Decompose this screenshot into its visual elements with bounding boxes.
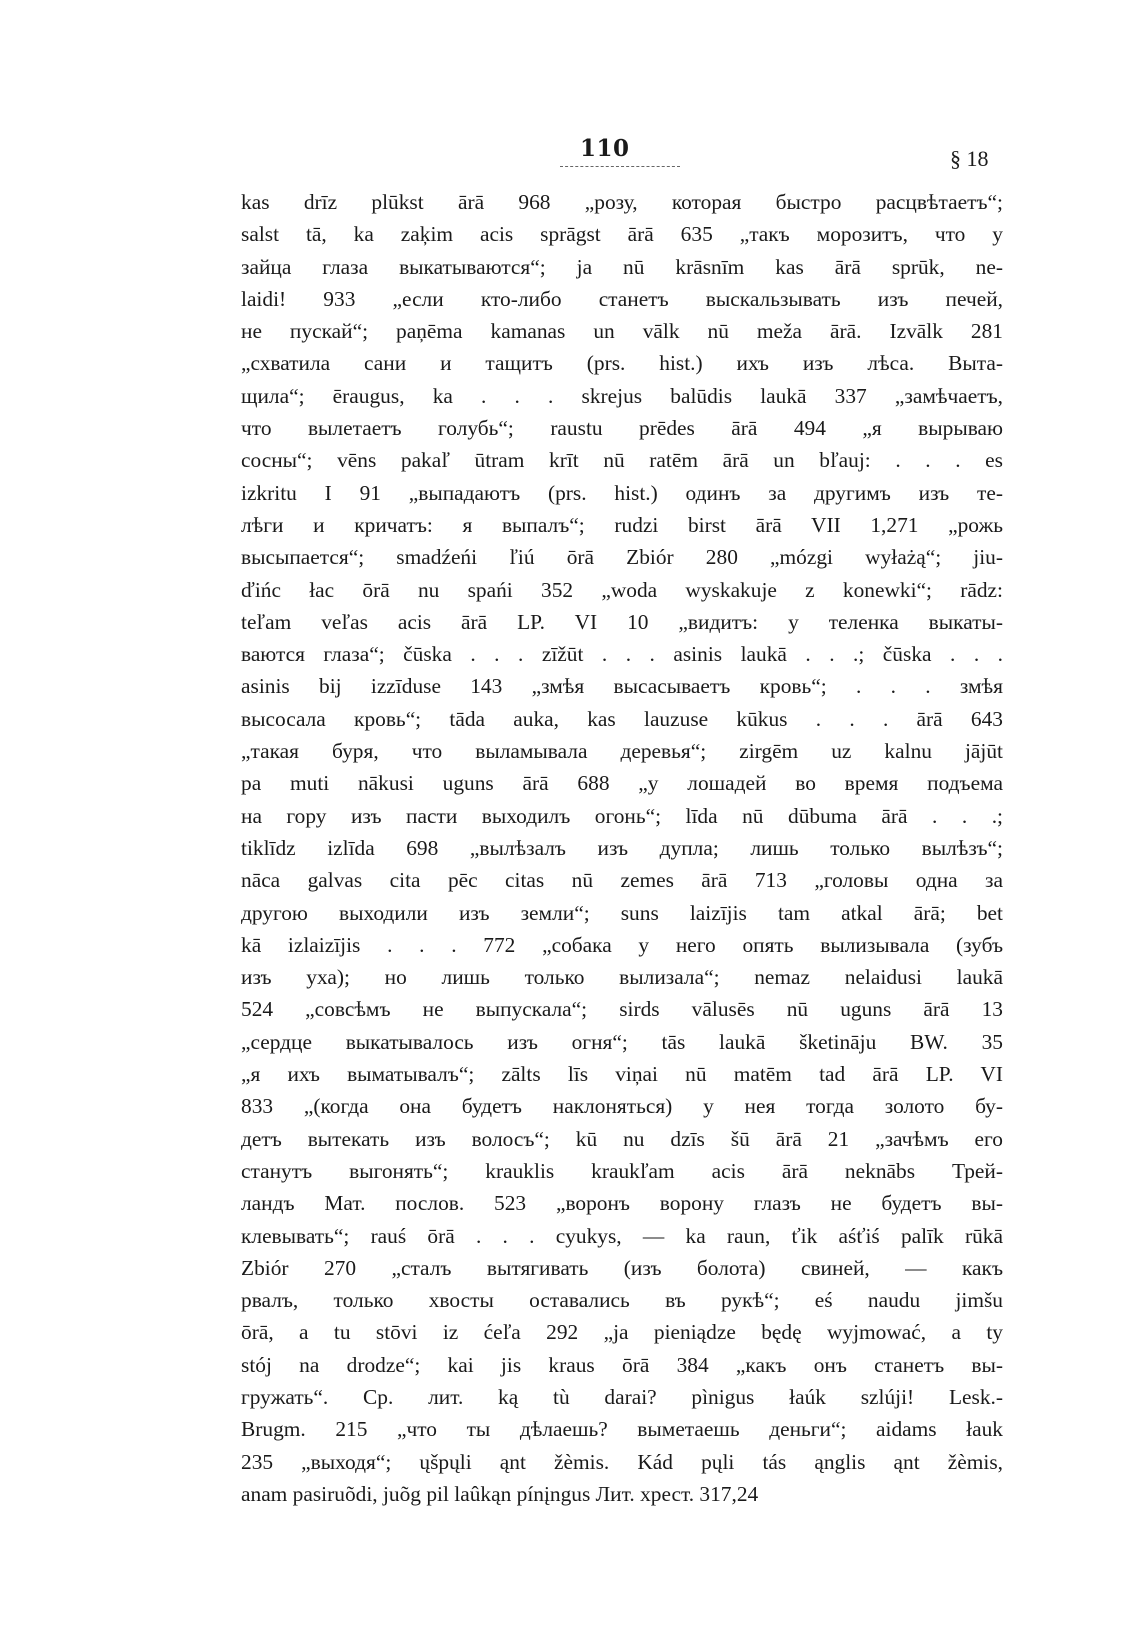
text-line: Brugm. 215 „что ты дѣлаешь? выметаешь деньги“; aidams łauk [241,1417,1003,1442]
text-line: изъ уха); но лишь только вылизала“; nemaz nelaidusi laukā [241,965,1003,990]
text-line: kā izlaizījis . . . 772 „собака у него опять вылизывала (зубъ [241,932,1003,957]
text-line: kas drīz plūkst ārā 968 „розу, которая быстро расцвѣтаетъ“; [241,190,1003,214]
section-mark: § 18 [950,146,989,171]
text-line: станутъ выгонять“; krauklis kraukľam acis ārā neknābs Трей- [241,1158,1003,1183]
text-line: asinis bij izzīduse 143 „змѣя высасываетъ кровь“; . . . змѣя [241,674,1003,699]
text-line: „я ихъ выматывалъ“; zālts līs viņai nū matēm tad ārā LP. VI [241,1062,1003,1087]
text-line: детъ вытекать изъ волосъ“; kū nu dzīs šū ārā 21 „зачѣмъ его [241,1126,1003,1151]
text-line: „сердце выкатывалось изъ огня“; tās laukā šketināju BW. 35 [241,1029,1003,1054]
text-line: что вылетаетъ голубь“; raustu prēdes ārā 494 „я вырываю [241,416,1003,441]
text-line: другою выходили изъ земли“; suns laizījis tam atkal ārā; bet [241,900,1003,925]
text-line: Zbiór 270 „сталъ вытягивать (изъ болота) свиней, — какъ [241,1255,1003,1280]
body-text [241,186,1003,1510]
text-line: клевывать“; rauś ōrā . . . cyukys, — ka raun, ťik aśťiś palīk rūkā [241,1223,1003,1248]
text-line: высосала кровь“; tāda auka, kas lauzuse kūkus . . . ārā 643 [241,706,1003,731]
text-line: izkritu I 91 „выпадаютъ (prs. hist.) одинъ за другимъ изъ те- [241,480,1003,505]
text-line: nāca galvas cita pēc citas nū zemes ārā 713 „головы одна за [241,868,1003,893]
text-line: anam pasiruõdi, juõg pil laûkąn pínįngus Лит. хрест. 317,24 [241,1481,759,1506]
text-line: ваются глаза“; čūska . . . zīžūt . . . asinis laukā . . .; čūska . . . [241,642,1003,667]
text-line: ландъ Мат. послов. 523 „воронъ ворону глазъ не будетъ вы- [241,1191,1003,1216]
text-line: рвалъ, только хвосты оставались въ рукѣ“; eś naudu jimšu [241,1288,1003,1313]
text-line: щила“; ēraugus, ka . . . skrejus balūdis laukā 337 „замѣчаетъ, [241,383,1003,408]
text-line: на гору изъ пасти выходилъ огонь“; līda nū dūbuma ārā . . .; [241,803,1003,828]
text-line: stój na drodze“; kai jis kraus ōrā 384 „какъ онъ станетъ вы- [241,1352,1003,1377]
text-line: „такая буря, что выламывала деревья“; zirgēm uz kalnu jājūt [241,739,1003,764]
text-line: 833 „(когда она будетъ наклоняться) у нея тогда золото бу- [241,1094,1003,1119]
text-line: не пускай“; paņēma kamanas un vālk nū meža ārā. Izvālk 281 [241,319,1003,344]
page-number: 110 [580,135,630,162]
text-line: pa muti nākusi uguns ārā 688 „у лошадей во время подъема [241,771,1003,796]
text-line: ōrā, a tu stōvi iz ćeľa 292 „ja pieniądze będę wyjmować, a ty [241,1320,1003,1345]
text-line: teľam veľas acis ārā LP. VI 10 „видитъ: у теленка выкаты- [241,609,1003,634]
text-line: гружать“. Ср. лит. ką tù darai? pìnigus łaúk szlúji! Lesk.- [241,1384,1003,1409]
text-line: высыпается“; smadźeńi ľiú ōrā Zbiór 280 „mózgi wyłażą“; jiu- [241,545,1003,570]
text-line: лѣги и кричатъ: я выпалъ“; rudzi birst ārā VII 1,271 „рожь [241,512,1003,537]
text-line: laidi! 933 „если кто-либо станетъ выскальзывать изъ печей, [241,286,1003,311]
text-line: tiklīdz izlīda 698 „вылѣзалъ изъ дупла; лишь только вылѣзъ“; [241,835,1003,860]
text-line: 235 „выходя“; ųšpųli ąnt žèmis. Kád pųli tás ąnglis ąnt žèmis, [241,1449,1003,1474]
text-line: ďińc łac ōrā nu spańi 352 „woda wyskakuje z konewki“; rādz: [241,577,1003,602]
text-line: зайца глаза выкатываются“; ja nū krāsnīm kas ārā sprūk, ne- [241,254,1003,279]
text-line: сосны“; vēns pakaľ ūtram krīt nū ratēm ārā un bľauj: . . . es [241,448,1003,473]
text-line: salst tā, ka zaķim acis sprāgst ārā 635 „такъ морозитъ, что у [241,222,1003,247]
page-header [0,0,1140,180]
text-line: 524 „совсѣмъ не выпускала“; sirds vālusēs nū uguns ārā 13 [241,997,1003,1022]
text-line: „схватила сани и тащитъ (prs. hist.) ихъ изъ лѣса. Выта- [241,351,1003,376]
header-rule [560,166,680,167]
